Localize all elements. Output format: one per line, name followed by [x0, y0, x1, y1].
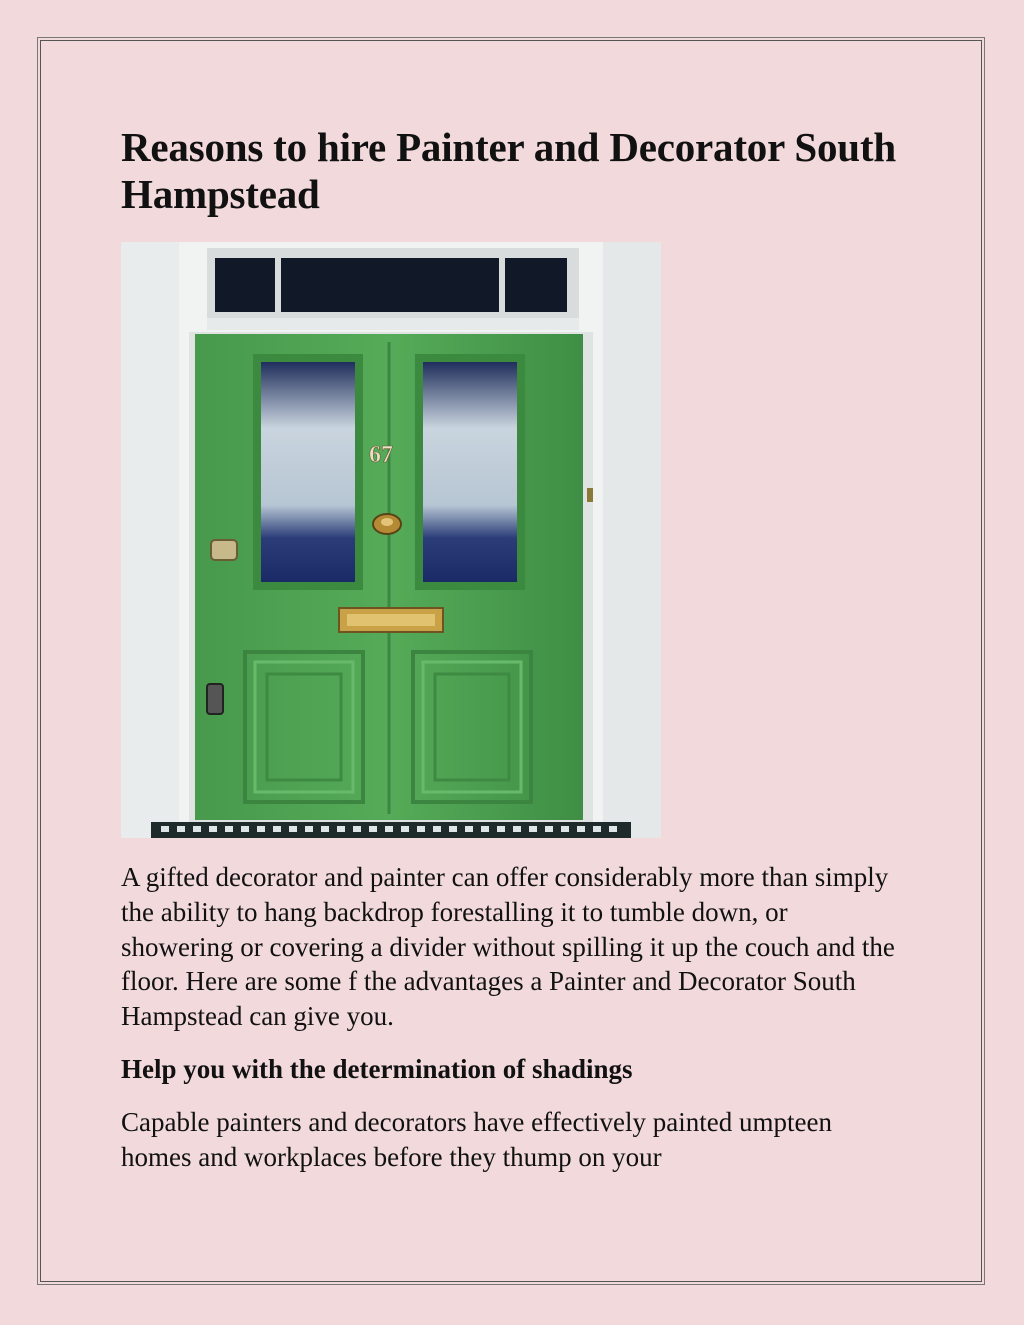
document-content — [121, 124, 901, 1175]
house-number: 67 — [369, 442, 393, 468]
section-heading: Help you with the determination of shadings — [121, 1053, 633, 1084]
document-title: Reasons to hire Painter and Decorator South Hampstead — [121, 124, 896, 217]
green-door-photo — [121, 242, 661, 838]
section-paragraph: Capable painters and decorators have effectively painted umpteen homes and workplaces before they thump on your — [121, 1106, 832, 1172]
intro-paragraph: A gifted decorator and painter can offer considerably more than simply the ability to hang backdrop forestalling it to tumble down, or showering or covering a divider without spilling it up the couch and the floor. Here are some f the advantages a Painter and Decorator South Hampstead can give you. — [121, 862, 895, 1032]
